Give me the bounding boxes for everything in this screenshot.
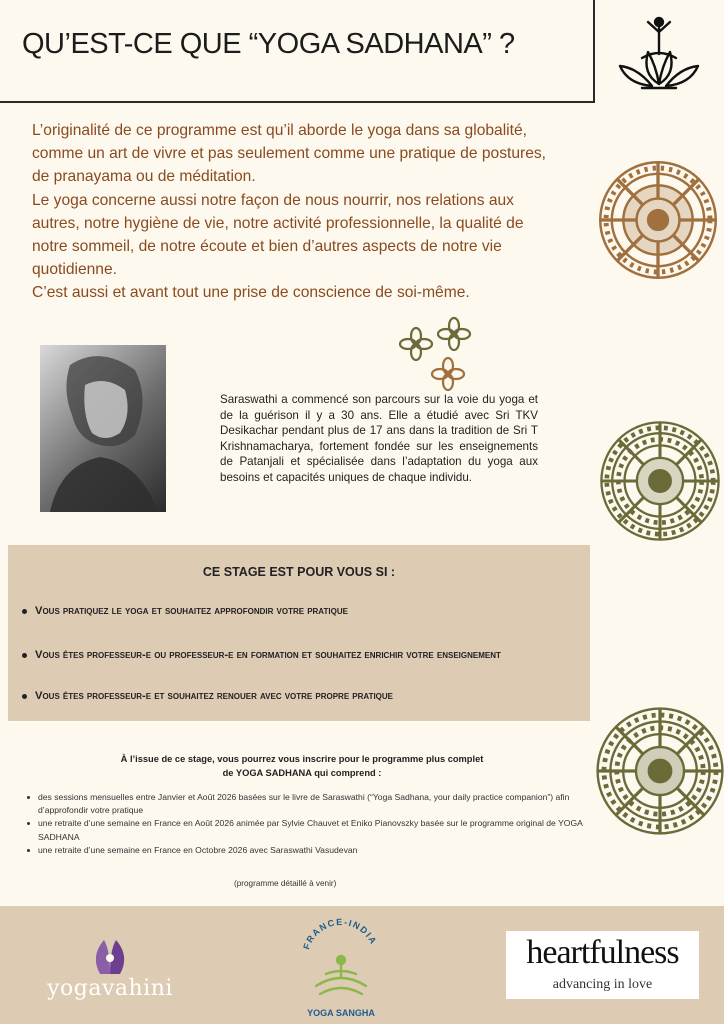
portrait-silhouette (40, 345, 166, 512)
saraswathi-portrait-photo (40, 345, 166, 512)
intro-text (32, 119, 552, 305)
intro-paragraph: C’est aussi et avant tout une prise de conscience de soi-même. (32, 284, 470, 302)
program-heading-line: À l’issue de ce stage, vous pourrez vous inscrire pour le programme plus complet (120, 754, 484, 764)
stage-list-item (22, 605, 348, 617)
program-note: (programme détaillé à venir) (234, 879, 337, 888)
yoga-lotus-figure-icon (612, 14, 706, 90)
stage-title: CE STAGE EST POUR VOUS SI : (202, 565, 396, 579)
france-india-yoga-sangha-logo (296, 910, 386, 1022)
intro-paragraph: Le yoga concerne aussi notre façon de nous nourrir, nos relations aux autres, notre hygiène de vie, notre activité professionnelle, la qualité de notre sommeil, de notre écoute et bien d’autres aspects de notre vie quotidienne. (32, 191, 524, 279)
heartfulness-wordmark: heartfulness (526, 934, 679, 971)
program-list-item: une retraite d’une semaine en France en Août 2026 animée par Sylvie Chauvet et Eniko Pianovszky basée sur le programme original de YOGA SADHANA (26, 817, 586, 843)
program-heading-line: de YOGA SADHANA qui comprend : (222, 768, 382, 778)
yoga-sangha-arc-text: FRANCE-INDIA (301, 916, 379, 951)
yogavahini-emblem-icon (40, 936, 180, 980)
stage-list-item (22, 649, 501, 661)
mandala-brown-decoration (592, 140, 724, 300)
flower-ornament-icon (396, 314, 476, 392)
page-title: QU’EST-CE QUE “YOGA SADHANA” ? (22, 28, 515, 60)
stage-panel (8, 545, 590, 721)
heartfulness-tagline: advancing in love (552, 977, 653, 992)
header-vertical-rule (593, 0, 595, 103)
yogavahini-logo (40, 936, 180, 1006)
footer-logos (0, 906, 724, 1024)
program-list (26, 791, 586, 857)
stage-item-text: Vous êtes professeur-e et souhaitez renouer avec votre propre pratique (35, 690, 394, 702)
stage-item-text: Vous êtes professeur-e ou professeur-e en formation et souhaitez enrichir votre enseignement (35, 649, 501, 661)
program-list-item: une retraite d’une semaine en France en Octobre 2026 avec Saraswathi Vasudevan (26, 844, 586, 857)
intro-paragraph: L’originalité de ce programme est qu’il aborde le yoga dans sa globalité, comme un art de vivre et pas seulement comme une pratique de postures, de pranayama ou de méditation. (32, 122, 546, 186)
heartfulness-logo (506, 931, 699, 999)
bullet-icon (22, 694, 27, 699)
stage-item-text: Vous pratiquez le yoga et souhaitez approfondir votre pratique (35, 605, 348, 617)
stage-list-item (22, 690, 393, 702)
bio-text: Saraswathi a commencé son parcours sur la voie du yoga et de la guérison il y a 30 ans. Elle a étudié avec Sri TKV Desikachar pendant plus de 17 ans dans la tradition de Sri T Krishnamacharya, fortement fondée sur les enseignements de Patanjali et spécialisée dans l’adaptation du yoga aux besoins et capacités uniques de chaque individu. (220, 393, 538, 484)
program-heading (0, 752, 724, 780)
svg-text:FRANCE-INDIA (301, 917, 379, 951)
bullet-icon (22, 653, 27, 658)
program-list-item: des sessions mensuelles entre Janvier et Août 2026 basées sur le livre de Saraswathi (“Yoga Sadhana, your daily practice companion”) afin d’approfondir votre pratique (26, 791, 586, 817)
bullet-icon (22, 609, 27, 614)
yoga-sangha-label: YOGA SANGHA (307, 1008, 375, 1018)
mandala-olive-decoration (596, 398, 724, 564)
yogavahini-wordmark: yogavahini (47, 976, 173, 1001)
yoga-sangha-emblem-icon (296, 910, 386, 1008)
header-horizontal-rule (0, 101, 595, 103)
